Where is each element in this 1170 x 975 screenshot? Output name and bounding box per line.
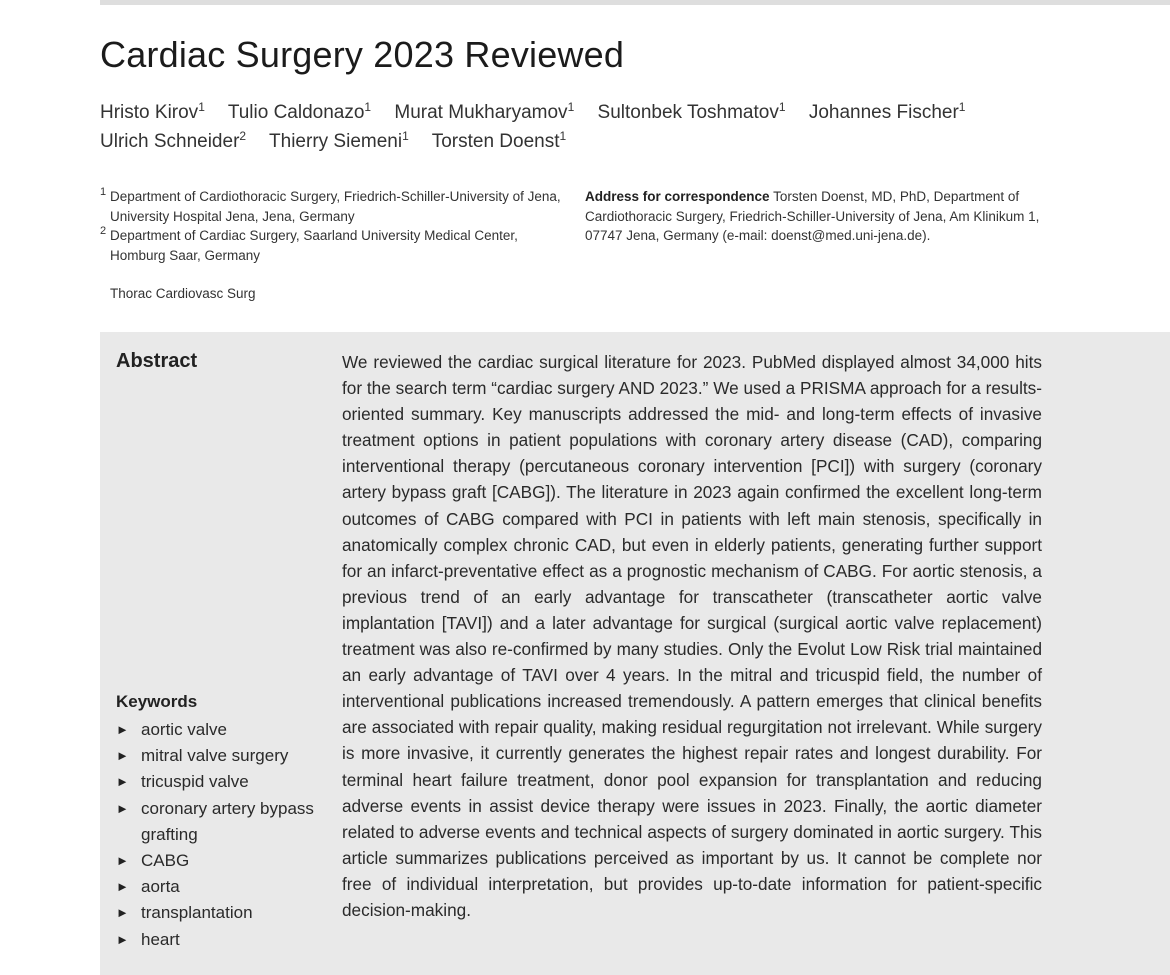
author-name: Thierry Siemeni — [269, 131, 403, 152]
keyword-list — [116, 717, 331, 953]
correspondence-address — [585, 187, 1055, 246]
keyword-label: mitral valve surgery — [141, 746, 289, 766]
journal-name: Thorac Cardiovasc Surg — [110, 286, 256, 301]
affiliation-list — [100, 187, 570, 265]
keyword-item — [116, 769, 331, 795]
keyword-item — [116, 900, 331, 926]
author-affiliation-mark: 1 — [364, 100, 372, 114]
keywords-heading: Keywords — [116, 692, 198, 711]
author — [100, 102, 205, 123]
abstract-panel — [100, 332, 1170, 975]
author-affiliation-mark: 2 — [239, 129, 247, 143]
keyword-item — [116, 927, 331, 953]
author-affiliation-mark: 1 — [778, 100, 786, 114]
arrow-bullet-icon: ► — [116, 722, 129, 737]
author — [228, 102, 371, 123]
affiliation — [100, 226, 570, 265]
arrow-bullet-icon: ► — [116, 905, 129, 921]
article-title: Cardiac Surgery 2023 Reviewed — [100, 34, 625, 75]
abstract-heading: Abstract — [116, 350, 198, 372]
keyword-label: heart — [141, 929, 180, 949]
author-affiliation-mark: 1 — [559, 129, 567, 143]
keyword-item — [116, 848, 331, 874]
author-name: Johannes Fischer — [808, 102, 959, 123]
affiliation-number: 2 — [100, 225, 107, 237]
arrow-bullet-icon: ► — [116, 748, 129, 764]
affiliation — [100, 187, 570, 226]
keyword-label: aorta — [141, 877, 180, 897]
keyword-label: aortic valve — [141, 720, 227, 739]
arrow-bullet-icon: ► — [116, 800, 129, 816]
correspondence-text: Torsten Doenst, MD, PhD, Department of Cardiothoracic Surgery, Friedrich-Schiller-University of Jena, Am Klinikum 1, 07747 Jena, Germany (e-mail: doenst@med.uni-jena.de). — [585, 189, 1040, 243]
keyword-item — [116, 717, 331, 743]
keyword-item — [116, 796, 331, 848]
author-name: Torsten Doenst — [431, 131, 560, 152]
author-affiliation-mark: 1 — [402, 129, 409, 143]
arrow-bullet-icon: ► — [116, 931, 129, 947]
author — [269, 131, 409, 152]
author-affiliation-mark: 1 — [567, 100, 575, 114]
author — [394, 102, 574, 123]
keyword-item — [116, 743, 331, 769]
author-name: Hristo Kirov — [100, 102, 199, 123]
affiliation-number: 1 — [100, 186, 107, 198]
arrow-bullet-icon: ► — [116, 853, 129, 869]
author-affiliation-mark: 1 — [958, 100, 966, 114]
abstract-text: We reviewed the cardiac surgical literature for 2023. PubMed displayed almost 34,000 hits for the search term “cardiac surgery AND 2023.” We used a PRISMA approach for a results-oriented summary. Key manuscripts addressed the mid- and long-term effects of invasive treatment options in patient populations with coronary artery disease (CAD), comparing interventional therapy (percutaneous coronary intervention [PCI]) with surgery (coronary artery bypass graft [CABG]). The literature in 2023 again confirmed the excellent long-term outcomes of CABG compared with PCI in patients with left main stenosis, specifically in anatomically complex chronic CAD, but even in elderly patients, generating further support for an infarct-preventative effect as a prognostic mechanism of CABG. For aortic stenosis, a previous trend of an early advantage for transcatheter (transcatheter aortic valve implantation [TAVI]) and a later advantage for surgical (surgical aortic valve replacement) treatment was also re-confirmed by many studies. Only the Evolut Low Risk trial maintained an early advantage of TAVI over 4 years. In the mitral and tricuspid field, the number of interventional publications increased tremendously. A pattern emerges that clinical benefits are associated with repair quality, making residual regurgitation not irrelevant. While surgery is more invasive, it currently generates the highest repair rates and longest durability. For terminal heart failure treatment, donor pool expansion for transplantation and reducing adverse events in assist device therapy were issues in 2023. Finally, the aortic diameter related to adverse events and technical aspects of surgery dominated in aortic surgery. This article summarizes publications perceived as important by us. It cannot be complete nor free of individual interpretation, but provides up-to-date information for patient-specific decision-making. — [342, 352, 1042, 920]
author — [598, 102, 786, 123]
author-affiliation-mark: 1 — [198, 100, 205, 114]
keyword-label: transplantation — [141, 903, 253, 923]
author-name: Murat Mukharyamov — [394, 102, 568, 123]
author — [100, 131, 246, 152]
keyword-label: CABG — [141, 851, 190, 871]
keyword-label: tricuspid valve — [141, 772, 249, 792]
affiliation-text: Department of Cardiothoracic Surgery, Friedrich-Schiller-University of Jena, University Hospital Jena, Jena, Germany — [110, 189, 561, 224]
arrow-bullet-icon: ► — [116, 879, 129, 895]
author — [432, 131, 566, 152]
keyword-label: coronary artery bypass grafting — [141, 798, 314, 844]
keyword-item — [116, 874, 331, 900]
affiliation-text: Department of Cardiac Surgery, Saarland University Medical Center, Homburg Saar, Germany — [110, 228, 518, 263]
correspondence-label: Address for correspondence — [585, 189, 770, 204]
author-name: Tulio Caldonazo — [227, 102, 365, 123]
author — [809, 102, 966, 123]
author-name: Sultonbek Toshmatov — [597, 102, 779, 123]
author-name: Ulrich Schneider — [100, 131, 240, 152]
arrow-bullet-icon: ► — [116, 774, 129, 790]
author-list — [100, 98, 1100, 156]
top-divider-bar — [100, 0, 1170, 5]
